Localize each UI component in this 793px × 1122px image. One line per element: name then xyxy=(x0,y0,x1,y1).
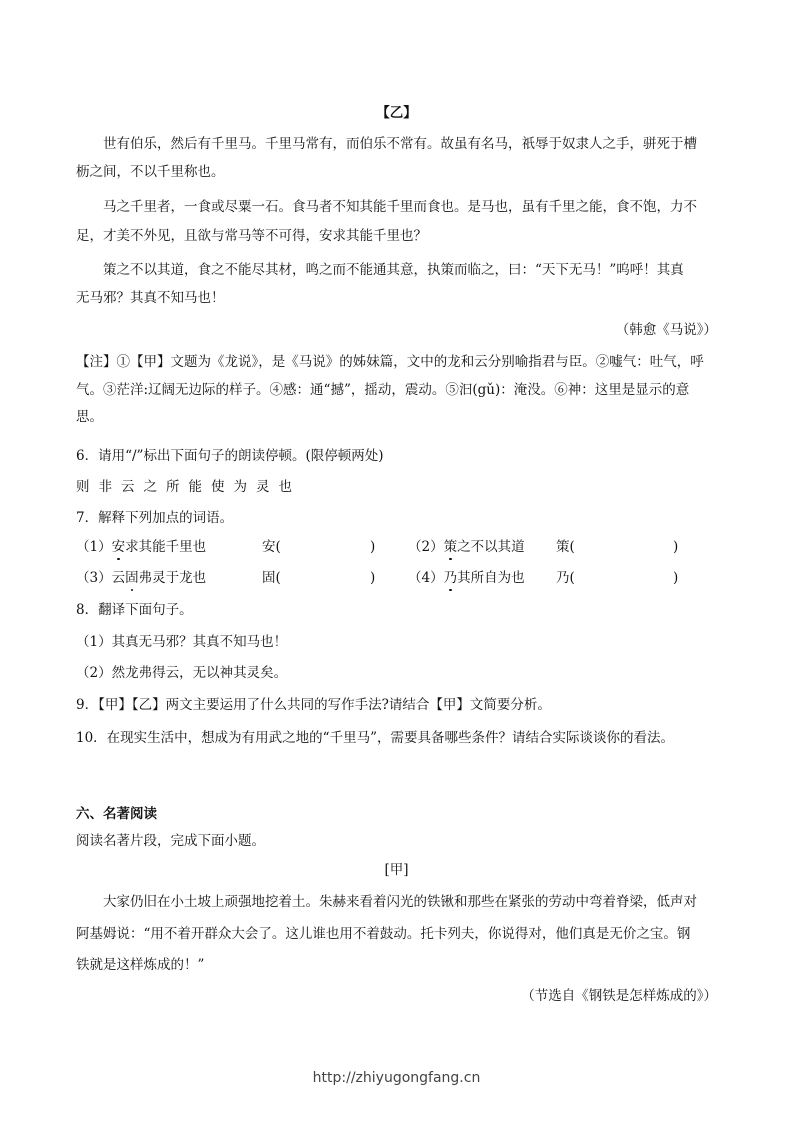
item-3-answer-close: ) xyxy=(370,570,376,586)
notes-line-1: 【注】①【甲】文题为《龙说》，是《马说》的姊妹篇，文中的龙和云分别喻指君与臣。②嘘气：吐气，呼 xyxy=(76,354,704,370)
item-1-answer-close: ) xyxy=(370,539,376,555)
section-6-intro: 阅读名著片段，完成下面小题。 xyxy=(76,833,265,849)
excerpt-line-3: 铁就是这样炼成的！” xyxy=(76,957,205,973)
question-9: 9．【甲】【乙】两文主要运用了什么共同的写作手法?请结合【甲】文简要分析。 xyxy=(76,697,551,713)
emphasis-dot-char: 固 xyxy=(125,570,139,586)
yi-paragraph-2-line-2: 足，才美不外见，且欲与常马等不可得，安求其能千里也？ xyxy=(76,228,427,244)
item-2-phrase: （2）策之不以其道 xyxy=(408,539,525,555)
item-4-phrase: （4）乃其所自为也 xyxy=(408,570,525,586)
question-7: 7．解释下列加点的词语。 xyxy=(76,510,234,526)
emphasis-dot-char: 安 xyxy=(111,539,126,555)
item-2-answer-close: ) xyxy=(673,539,679,555)
question-8-sentence-1: （1）其真无马邪？其真不知马也！ xyxy=(76,634,288,650)
question-8: 8．翻译下面句子。 xyxy=(76,602,193,618)
question-6: 6．请用“/”标出下面句子的朗读停顿。(限停顿两处) xyxy=(76,448,384,464)
question-10: 10．在现实生活中，想成为有用武之地的“千里马”，需要具备哪些条件？请结合实际谈谈你的看法。 xyxy=(76,730,674,746)
item-1-phrase: （1）安求其能千里也 xyxy=(76,539,207,555)
item-4-answer-close: ) xyxy=(673,570,679,586)
yi-source: （韩愈《马说》） xyxy=(615,322,717,338)
yi-paragraph-3-line-1: 策之不以其道，食之不能尽其材，鸣之而不能通其意，执策而临之，曰：“天下无马！”呜呼！其真 xyxy=(103,262,684,278)
section-6-subheading: [甲] xyxy=(384,862,409,878)
section-6-title: 六、名著阅读 xyxy=(76,806,157,822)
yi-paragraph-3-line-2: 无马邪？其真不知马也！ xyxy=(76,290,225,306)
footer-url: http://zhiyugongfang.cn xyxy=(312,1070,481,1086)
yi-paragraph-1-line-1: 世有伯乐，然后有千里马。千里马常有，而伯乐不常有。故虽有名马，祇辱于奴隶人之手，骈死于槽 xyxy=(103,136,697,152)
notes-line-3: 思。 xyxy=(76,409,103,425)
emphasis-dot-char: 乃 xyxy=(443,570,458,586)
item-3-phrase: （3）云固弗灵于龙也 xyxy=(76,570,207,586)
item-2-answer-label: 策( xyxy=(556,539,575,555)
item-3-answer-label: 固( xyxy=(262,570,281,586)
excerpt-line-1: 大家仍旧在小土坡上顽强地挖着土。朱赫来看着闪光的铁锹和那些在紧张的劳动中弯着脊梁，低声对 xyxy=(103,894,697,910)
emphasis-dot-char: 策 xyxy=(443,539,458,555)
item-4-answer-label: 乃( xyxy=(556,570,575,586)
notes-line-2: 气。③茫洋:辽阔无边际的样子。④感：通“撼”，摇动，震动。⑤汩(gǔ)：淹没。⑥神：这里是显示的意 xyxy=(76,382,690,398)
item-1-answer-label: 安( xyxy=(262,539,281,555)
excerpt-source: （节选自《钢铁是怎样炼成的》） xyxy=(521,988,717,1004)
question-8-sentence-2: （2）然龙弗得云，无以神其灵矣。 xyxy=(76,665,288,681)
question-6-sentence: 则非云之所能使为灵也 xyxy=(76,479,301,495)
yi-heading: 【乙】 xyxy=(376,105,417,121)
excerpt-line-2: 阿基姆说：“用不着开群众大会了。这儿谁也用不着鼓动。托卡列夫，你说得对，他们真是无价之宝。钢 xyxy=(76,926,691,942)
yi-paragraph-1-line-2: 枥之间，不以千里称也。 xyxy=(76,164,225,180)
yi-paragraph-2-line-1: 马之千里者，一食或尽粟一石。食马者不知其能千里而食也。是马也，虽有千里之能，食不饱，力不 xyxy=(103,199,697,215)
